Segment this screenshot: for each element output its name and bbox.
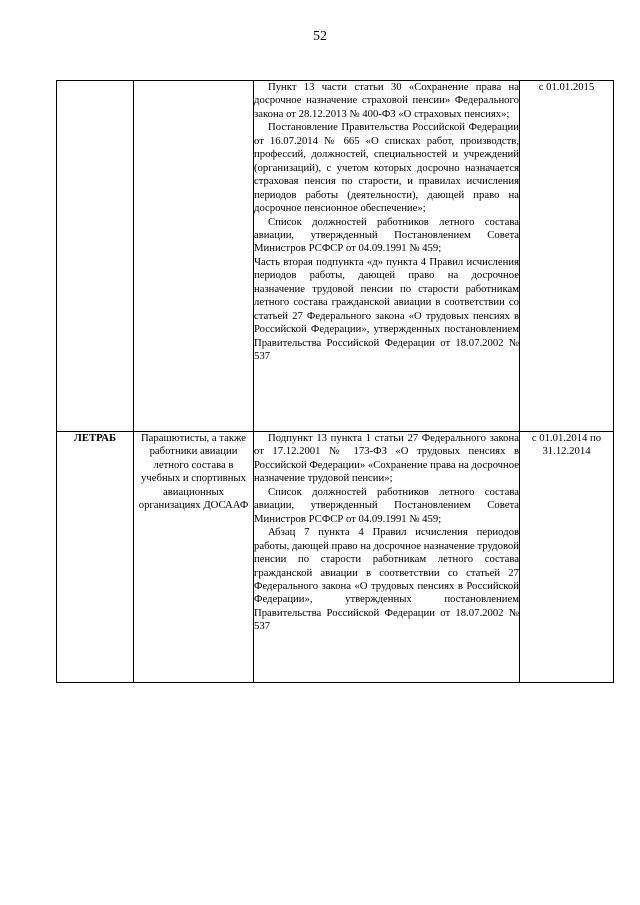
legal-basis-cell [254,81,520,432]
pension-table [56,80,614,683]
legal-paragraph: Подпункт 13 пункта 1 статьи 27 Федерального закона от 17.12.2001 № 173-ФЗ «О трудовых пенсиях в Российской Федерации» «Сохранение права на досрочное назначение трудовой пенсии»; [254,432,519,485]
position-cell [134,81,254,432]
legal-paragraph: Список должностей работников летного состава авиации, утвержденный Постановлением Совета Министров РСФСР от 04.09.1991 № 459; [254,215,519,255]
legal-paragraph: Пункт 13 части статьи 30 «Сохранение права на досрочное назначение страховой пенсии» Федерального закона от 28.12.2013 № 400-ФЗ «О страховых пенсиях»; [254,81,519,120]
position-cell: Парашютисты, а также работники авиации летного состава в учебных и спортивных авиационных организациях ДОСААФ [134,432,254,683]
legal-paragraph: Часть вторая подпункта «д» пункта 4 Правил исчисления периодов работы, дающей право на досрочное назначение трудовой пенсии по старости работникам летного состава гражданской авиации в соответствии со статьей 27 Федерального закона «О трудовых пенсиях в Российской Федерации», утвержденных постановлением Правительства Российской Федерации от 18.07.2002 № 537 [254,255,519,363]
table-row [57,81,614,432]
table-row [57,432,614,683]
page-number: 52 [313,29,327,44]
legal-paragraph: Абзац 7 пункта 4 Правил исчисления периодов работы, дающей право на досрочное назначение трудовой пенсии по старости работникам летного состава гражданской авиации в соответствии со статьей 27 Федерального закона «О трудовых пенсиях в Российской Федерации», утвержденных постановлением Правительства Российской Федерации от 18.07.2002 № 537 [254,526,519,633]
period-cell: с 01.01.2015 [520,81,614,432]
legal-paragraph: Список должностей работников летного состава авиации, утвержденный Постановлением Совета Министров РСФСР от 04.09.1991 № 459; [254,485,519,525]
code-cell [57,81,134,432]
legal-basis-cell [254,432,520,683]
legal-paragraph: Постановление Правительства Российской Федерации от 16.07.2014 № 665 «О списках работ, производств, профессий, должностей, специальностей и учреждений (организаций), с учетом которых досрочно назначается страховая пенсия по старости, и правилах исчисления периодов работы (деятельности), дающей право на досрочное пенсионное обеспечение»; [254,121,519,215]
code-cell: ЛЕТРАБ [57,432,134,683]
period-cell: с 01.01.2014 по 31.12.2014 [520,432,614,683]
